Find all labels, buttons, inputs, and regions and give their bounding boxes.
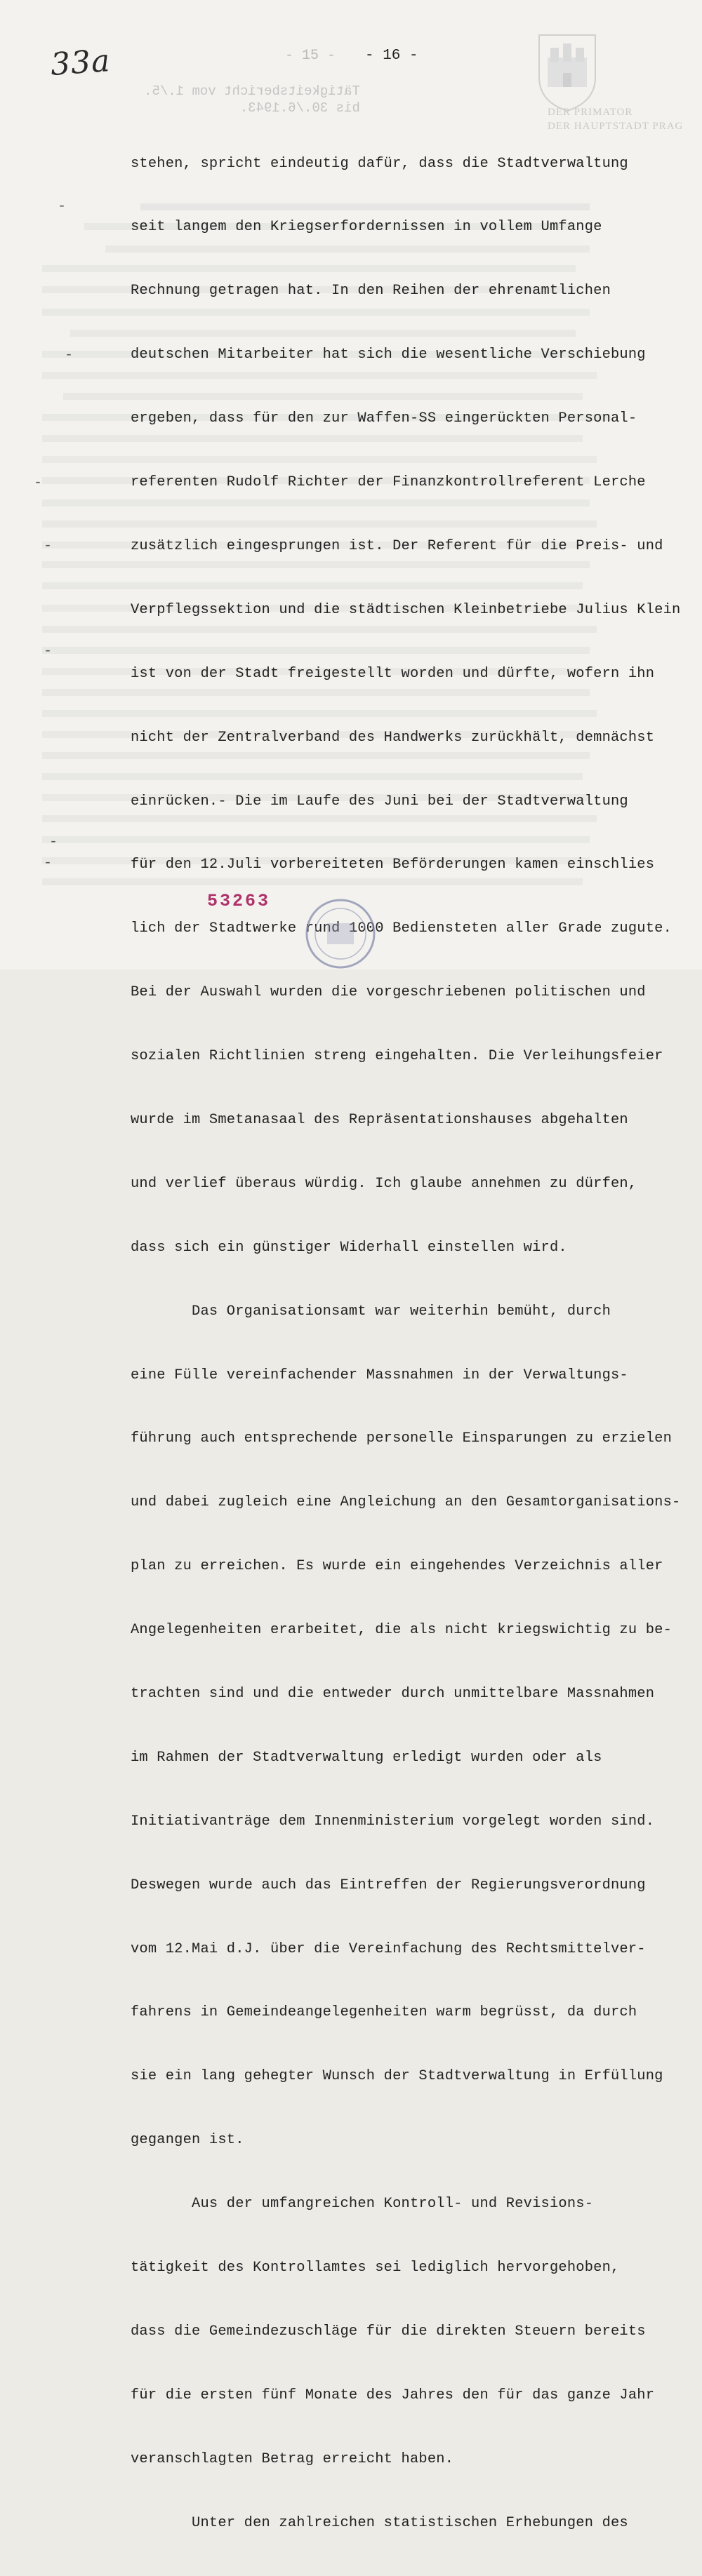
text-line: dass die Gemeindezuschläge für die direkten Steuern bereits bbox=[131, 2323, 646, 2340]
text-line: veranschlagten Betrag erreicht haben. bbox=[131, 2450, 454, 2467]
city-crest-icon bbox=[532, 28, 602, 112]
text-line: für den 12.Juli vorbereiteten Beförderungen kamen einschlies bbox=[131, 857, 655, 873]
text-line: im Rahmen der Stadtverwaltung erledigt wurden oder als bbox=[131, 1749, 602, 1766]
ghost-header-line-1: Tätigkeitsbericht vom 1./5. bbox=[144, 83, 360, 99]
text-line: eine Fülle vereinfachender Massnahmen in der Verwaltungs- bbox=[131, 1367, 628, 1383]
handwritten-folio-number: 33a bbox=[49, 43, 112, 83]
text-line: sie ein lang gehegter Wunsch der Stadtverwaltung in Erfüllung bbox=[131, 2068, 663, 2085]
text-line: wurde im Smetanasaal des Repräsentationshauses abgehalten bbox=[131, 1111, 628, 1128]
margin-dash: - bbox=[49, 834, 58, 850]
round-seal-icon bbox=[303, 897, 378, 971]
text-line: sozialen Richtlinien streng eingehalten. Die Verleihungsfeier bbox=[131, 1048, 663, 1065]
ghost-department-line-1: DER PRIMATOR bbox=[548, 107, 633, 118]
text-line: einrücken.- Die im Laufe des Juni bei der Stadtverwaltung bbox=[131, 793, 628, 810]
text-line: tätigkeit des Kontrollamtes sei lediglich hervorgehoben, bbox=[131, 2259, 620, 2276]
text-line: und dabei zugleich eine Angleichung an den Gesamtorganisations- bbox=[131, 1494, 681, 1511]
text-line: vom 12.Mai d.J. über die Vereinfachung des Rechtsmittelver- bbox=[131, 1940, 646, 1957]
text-line: referenten Rudolf Richter der Finanzkontrollreferent Lerche bbox=[131, 474, 646, 491]
text-line: für die ersten fünf Monate des Jahres den für das ganze Jahr bbox=[131, 2387, 655, 2403]
archive-stamp-number: 53263 bbox=[207, 891, 271, 911]
text-line: Angelegenheiten erarbeitet, die als nicht kriegswichtig zu be- bbox=[131, 1622, 673, 1639]
text-line: stehen, spricht eindeutig dafür, dass die Stadtverwaltung bbox=[131, 155, 628, 172]
text-line: Deswegen wurde auch das Eintreffen der Regierungsverordnung bbox=[131, 1877, 646, 1893]
text-line: gegangen ist. bbox=[131, 2132, 244, 2149]
margin-dash: - bbox=[58, 199, 67, 215]
text-line: nicht der Zentralverband des Handwerks zurückhält, demnächst bbox=[131, 729, 655, 746]
text-line: ergeben, dass für den zur Waffen-SS eingerückten Personal- bbox=[131, 410, 637, 427]
text-line: plan zu erreichen. Es wurde ein eingehendes Verzeichnis aller bbox=[131, 1558, 663, 1575]
text-line: Unter den zahlreichen statistischen Erhebungen des bbox=[131, 2514, 628, 2531]
text-line: seit langem den Kriegserfordernissen in vollem Umfange bbox=[131, 219, 602, 236]
margin-dash: - bbox=[65, 347, 74, 363]
text-line: Das Organisationsamt war weiterhin bemüht, durch bbox=[131, 1303, 611, 1320]
text-line: Aus der umfangreichen Kontroll- und Revisions- bbox=[131, 2196, 594, 2213]
text-line: dass sich ein günstiger Widerhall einstellen wird. bbox=[131, 1239, 567, 1256]
text-line: trachten sind und die entweder durch unmittelbare Massnahmen bbox=[131, 1685, 655, 1702]
text-line: Rechnung getragen hat. In den Reihen der ehrenamtlichen bbox=[131, 283, 611, 300]
text-line: fahrens in Gemeindeangelegenheiten warm begrüsst, da durch bbox=[131, 2004, 637, 2021]
text-line: Verpflegssektion und die städtischen Kleinbetriebe Julius Klein bbox=[131, 601, 681, 618]
text-line: führung auch entsprechende personelle Einsparungen zu erzielen bbox=[131, 1430, 673, 1447]
text-line: Initiativanträge dem Innenministerium vorgelegt worden sind. bbox=[131, 1813, 655, 1830]
report-body-text bbox=[131, 111, 681, 2576]
text-line: lich der Stadtwerke rund 1000 Bediensteten aller Grade zugute. bbox=[131, 920, 673, 937]
text-line: zusätzlich eingesprungen ist. Der Referent für die Preis- und bbox=[131, 537, 663, 554]
margin-dash: - bbox=[44, 855, 53, 871]
text-line: und verlief überaus würdig. Ich glaube annehmen zu dürfen, bbox=[131, 1175, 637, 1192]
page-number: - 16 - bbox=[365, 48, 418, 64]
text-line: deutschen Mitarbeiter hat sich die wesentliche Verschiebung bbox=[131, 347, 646, 363]
ghost-page-number: - 15 - bbox=[285, 48, 336, 64]
ghost-department-line-2: DER HAUPTSTADT PRAG bbox=[548, 121, 684, 132]
margin-dash: - bbox=[44, 538, 53, 554]
margin-dash: - bbox=[44, 643, 53, 659]
margin-dash: - bbox=[34, 475, 43, 491]
ghost-header-line-2: bis 30./6.1943. bbox=[239, 100, 360, 116]
text-line: ist von der Stadt freigestellt worden und dürfte, wofern ihn bbox=[131, 665, 655, 682]
text-line: Bei der Auswahl wurden die vorgeschriebenen politischen und bbox=[131, 984, 646, 1001]
